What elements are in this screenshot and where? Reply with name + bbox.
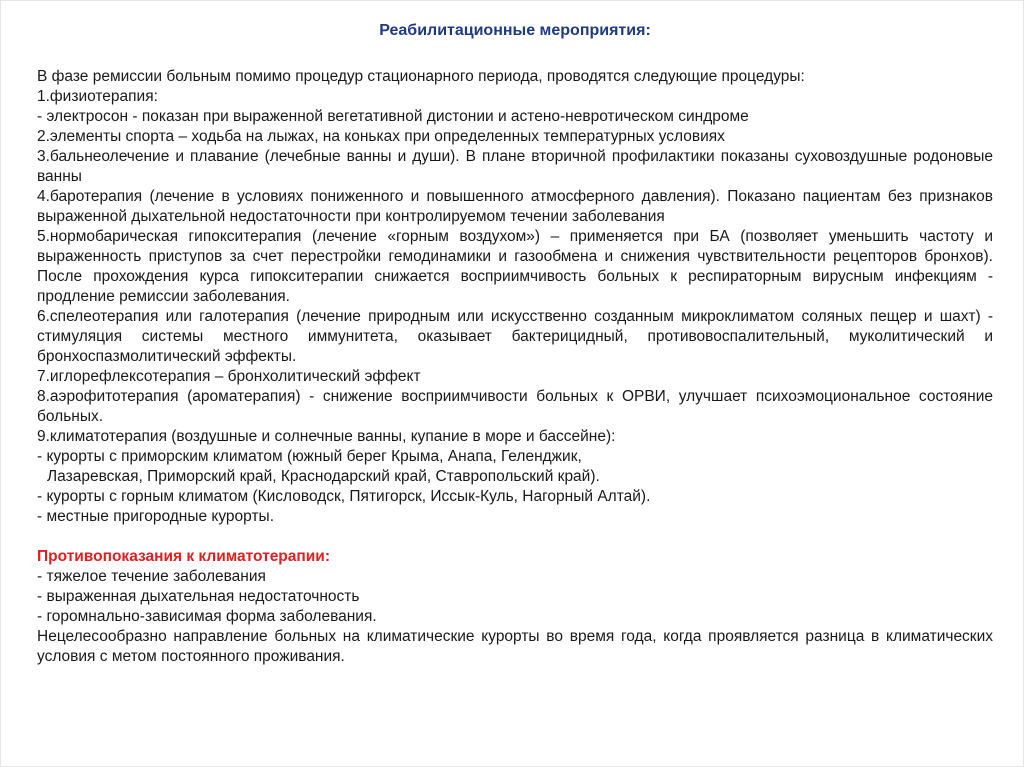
list-item: - курорты с приморским климатом (южный берег Крыма, Анапа, Геленджик, <box>37 448 582 465</box>
list-item: 3.бальнеолечение и плавание (лечебные ванны и души). В плане вторичной профилактики показаны суховоздушные родоновые ванны <box>37 148 993 185</box>
list-item: 6.спелеотерапия или галотерапия (лечение природным или искусственно созданным микроклиматом соляных пещер и шахт) - стимуляция системы местного иммунитета, оказывает бактерицидный, противовоспалительный, муколитический и бронхоспазмолитический эффекты. <box>37 308 993 365</box>
page-title: Реабилитационные мероприятия: <box>379 22 651 39</box>
list-item: 7.иглорефлексотерапия – бронхолитический эффект <box>37 368 421 385</box>
list-item: 9.климатотерапия (воздушные и солнечные ванны, купание в море и бассейне): <box>37 428 616 445</box>
list-item: - выраженная дыхательная недостаточность <box>37 588 360 605</box>
list-item: 1.физиотерапия: <box>37 88 158 105</box>
list-item: - электросон - показан при выраженной вегетативной дистонии и астено-невротическом синдроме <box>37 108 749 125</box>
content-body <box>37 67 993 667</box>
list-item: - курорты с горным климатом (Кисловодск, Пятигорск, Иссык-Куль, Нагорный Алтай). <box>37 488 651 505</box>
list-item: 8.аэрофитотерапия (ароматерапия) - снижение восприимчивости больных к ОРВИ, улучшает психоэмоциональное состояние больных. <box>37 388 993 425</box>
intro-paragraph: В фазе ремиссии больным помимо процедур стационарного периода, проводятся следующие процедуры: <box>37 68 805 85</box>
closing-paragraph: Нецелесообразно направление больных на климатические курорты во время года, когда проявляется разница в климатических условия с метом постоянного проживания. <box>37 628 993 665</box>
list-item: Лазаревская, Приморский край, Краснодарский край, Ставропольский край). <box>47 468 600 485</box>
list-item: 5.нормобарическая гипокситерапия (лечение «горным воздухом») – применяется при БА (позволяет уменьшить частоту и выраженность приступов за счет перестройки гемодинамики и газообмена и снижения чувствительности рецепторов бронхов). После прохождения курса гипокситерапии снижается восприимчивость больных к респираторным вирусным инфекциям - продление ремиссии заболевания. <box>37 228 993 305</box>
list-item: 4.баротерапия (лечение в условиях пониженного и повышенного атмосферного давления). Показано пациентам без признаков выраженной дыхательной недостаточности при контролируемом течении заболевания <box>37 188 993 225</box>
list-item: - горомнально-зависимая форма заболевания. <box>37 608 377 625</box>
list-item: - местные пригородные курорты. <box>37 508 274 525</box>
list-item: - тяжелое течение заболевания <box>37 568 266 585</box>
list-item: 2.элементы спорта – ходьба на лыжах, на коньках при определенных температурных условиях <box>37 128 725 145</box>
contraindications-heading: Противопоказания к климатотерапии: <box>37 548 330 565</box>
